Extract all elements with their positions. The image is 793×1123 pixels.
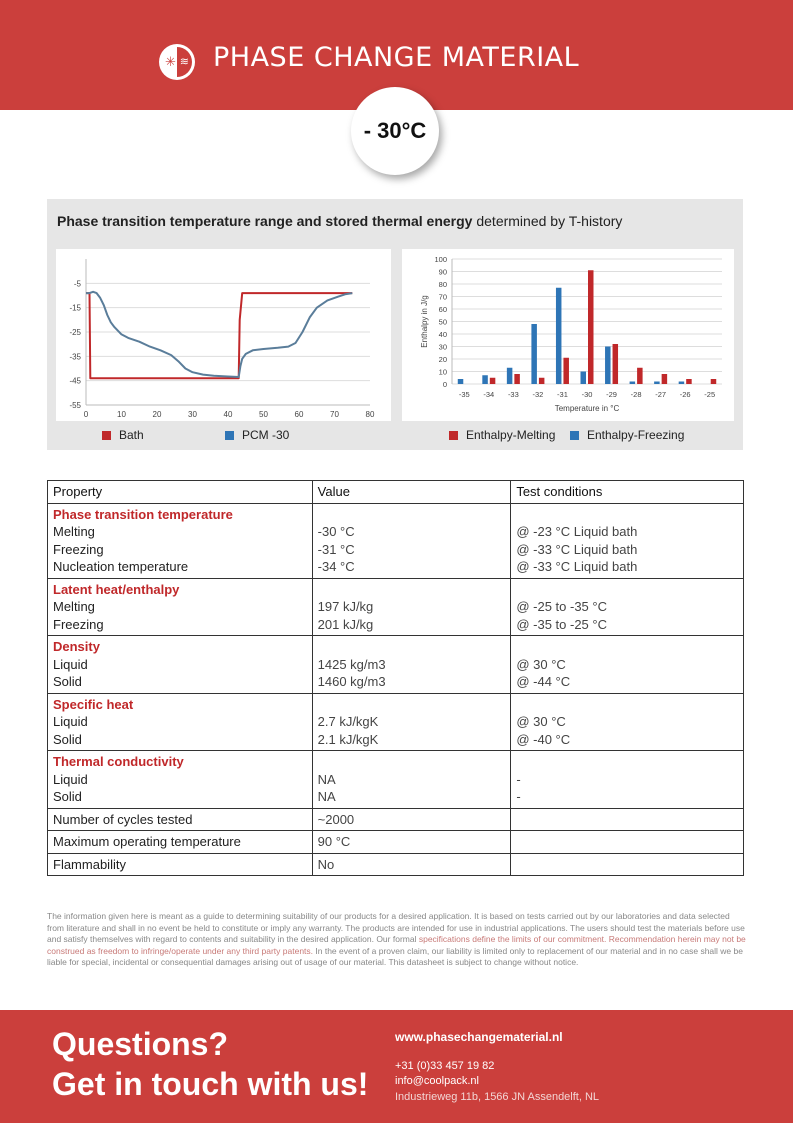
property-label: Solid bbox=[53, 731, 82, 747]
x-tick-label: -35 bbox=[458, 390, 470, 399]
y-tick-label: -5 bbox=[73, 279, 81, 289]
property-cell bbox=[48, 693, 313, 751]
logo-icon bbox=[159, 44, 195, 80]
y-tick-label: 30 bbox=[438, 342, 447, 352]
property-label: Maximum operating temperature bbox=[48, 831, 313, 854]
header-property: Property bbox=[48, 481, 313, 504]
melting-bar bbox=[490, 378, 496, 384]
test-condition: - bbox=[516, 771, 521, 787]
properties-table bbox=[47, 480, 744, 876]
test-condition: @ 30 °C bbox=[516, 714, 566, 729]
x-tick-label: -29 bbox=[606, 390, 617, 399]
test-condition: @ -33 °C Liquid bath bbox=[516, 541, 638, 557]
value-cell bbox=[312, 693, 511, 751]
table-header-row bbox=[48, 481, 744, 504]
x-tick-label: -25 bbox=[704, 390, 716, 399]
property-value: -34 °C bbox=[317, 559, 355, 574]
section-title: Thermal conductivity bbox=[53, 754, 184, 769]
address: Industrieweg 11b, 1566 JN Assendelft, NL bbox=[395, 1091, 600, 1103]
panel-title-rest: determined by T-history bbox=[472, 213, 623, 229]
disclaimer-part: The information given here is meant as a guide to determining suitability of our products for a desired application. It is based on tests carried out by our laboratories and data selected from literature and shall in no event be held to constitute or imply any warranty. The products are intended for use in industrial applications. The users should test the materials before use and satisfy themselves with regard to contents and suitability in the desired application. Our formal bbox=[47, 911, 745, 945]
spacer bbox=[516, 696, 738, 714]
spacer bbox=[516, 581, 738, 599]
t-history-line-chart bbox=[56, 249, 391, 421]
chart-panel bbox=[47, 199, 743, 450]
x-tick-label: 10 bbox=[117, 410, 126, 419]
y-tick-label: 70 bbox=[438, 292, 447, 302]
legend-swatch-blue bbox=[570, 431, 579, 440]
property-cell bbox=[48, 578, 313, 636]
enthalpy-bar-chart bbox=[402, 249, 734, 421]
x-tick-label: -31 bbox=[557, 390, 568, 399]
section-title: Phase transition temperature bbox=[53, 506, 233, 522]
freezing-bar bbox=[605, 347, 611, 385]
disclaimer-text bbox=[47, 911, 747, 969]
y-tick-label: -35 bbox=[69, 352, 81, 362]
enthalpy-chart-box bbox=[402, 249, 734, 421]
test-condition bbox=[511, 831, 744, 854]
freezing-bar bbox=[507, 368, 513, 384]
section-title: Density bbox=[53, 639, 100, 654]
legend-freezing bbox=[570, 428, 684, 442]
disclaimer-highlight: specifications define the limits of our commitment. Recommendation herein may not be construed as freedom to infringe/operate under any third party patents. bbox=[47, 934, 746, 956]
section-title: Latent heat/enthalpy bbox=[53, 581, 180, 597]
table-section-row bbox=[48, 693, 744, 751]
legend-swatch-blue bbox=[225, 431, 234, 440]
melting-bar bbox=[686, 379, 692, 384]
melting-bar bbox=[539, 378, 545, 384]
x-tick-label: -33 bbox=[507, 390, 519, 399]
freezing-bar bbox=[458, 379, 464, 384]
melting-bar bbox=[662, 374, 668, 384]
x-tick-label: 40 bbox=[223, 410, 233, 419]
y-tick-label: 80 bbox=[438, 280, 447, 289]
email-link[interactable]: info@coolpack.nl bbox=[395, 1075, 479, 1087]
property-label: Liquid bbox=[53, 656, 88, 672]
melting-bar bbox=[711, 379, 717, 384]
value-cell bbox=[312, 751, 511, 809]
test-condition: @ -35 to -25 °C bbox=[516, 616, 607, 632]
property-value: -30 °C bbox=[317, 524, 355, 539]
value-cell bbox=[312, 578, 511, 636]
property-label: Melting bbox=[53, 524, 95, 539]
x-tick-label: -32 bbox=[532, 390, 544, 399]
header-test-conditions: Test conditions bbox=[511, 481, 744, 504]
test-condition: @ -44 °C bbox=[516, 674, 571, 689]
freezing-bar bbox=[630, 382, 636, 385]
spacer bbox=[516, 638, 738, 656]
condition-cell bbox=[511, 693, 744, 751]
test-condition bbox=[511, 853, 744, 876]
table-section-row bbox=[48, 636, 744, 694]
x-tick-label: -26 bbox=[679, 390, 691, 399]
y-tick-label: 100 bbox=[434, 255, 447, 264]
spacer bbox=[318, 696, 506, 714]
y-tick-label: -25 bbox=[69, 328, 81, 337]
property-cell bbox=[48, 751, 313, 809]
phone-number[interactable]: +31 (0)33 457 19 82 bbox=[395, 1060, 495, 1072]
test-condition: @ 30 °C bbox=[516, 656, 566, 672]
property-value: ~2000 bbox=[312, 808, 511, 831]
x-tick-label: 70 bbox=[330, 410, 339, 419]
pcm-line bbox=[86, 292, 352, 377]
legend-swatch-red bbox=[449, 431, 458, 440]
heat-wave-icon: ≋ bbox=[179, 56, 189, 68]
property-value: 201 kJ/kg bbox=[317, 616, 374, 632]
legend-label: Enthalpy-Freezing bbox=[587, 428, 685, 442]
y-tick-label: 40 bbox=[438, 330, 447, 339]
x-tick-label: 0 bbox=[83, 410, 89, 419]
x-tick-label: 50 bbox=[259, 410, 268, 419]
property-label: Freezing bbox=[53, 616, 104, 632]
y-tick-label: -15 bbox=[69, 303, 81, 313]
legend-pcm bbox=[225, 428, 289, 442]
test-condition bbox=[511, 808, 744, 831]
website-link[interactable]: www.phasechangematerial.nl bbox=[395, 1030, 563, 1044]
brand-title: PHASE CHANGE MATERIAL bbox=[213, 42, 580, 73]
property-label: Flammability bbox=[48, 853, 313, 876]
legend-melting bbox=[449, 428, 555, 442]
y-axis-label: Enthalpy in J/g bbox=[420, 295, 429, 348]
y-tick-label: 50 bbox=[438, 317, 447, 327]
panel-title bbox=[57, 213, 622, 229]
y-tick-label: 90 bbox=[438, 267, 447, 277]
spacer bbox=[318, 638, 506, 656]
property-label: Solid bbox=[53, 789, 82, 804]
y-tick-label: 60 bbox=[438, 305, 447, 314]
legend-label: Bath bbox=[119, 428, 144, 442]
legend-label: Enthalpy-Melting bbox=[466, 428, 556, 442]
x-tick-label: -28 bbox=[630, 390, 642, 399]
freezing-bar bbox=[531, 324, 537, 384]
spacer bbox=[318, 753, 506, 771]
property-label: Nucleation temperature bbox=[53, 559, 189, 574]
property-label: Solid bbox=[53, 674, 82, 689]
header-value: Value bbox=[312, 481, 511, 504]
spacer bbox=[516, 506, 738, 524]
t-history-chart-box bbox=[56, 249, 391, 421]
property-cell bbox=[48, 503, 313, 578]
x-tick-label: -30 bbox=[581, 390, 593, 399]
property-cell bbox=[48, 636, 313, 694]
disclaimer-part: In the event of a proven claim, our liability is limited only to replacement of our material and in no case shall we be liable for special, incidental or consequential damages arising out of usage of our material. This datasheet is subject to change without notice. bbox=[47, 945, 743, 968]
table-row bbox=[48, 831, 744, 854]
x-tick-label: -34 bbox=[483, 390, 495, 399]
property-value: 1425 kg/m3 bbox=[317, 656, 386, 672]
test-condition: @ -40 °C bbox=[516, 731, 571, 747]
melting-bar bbox=[563, 358, 569, 384]
x-tick-label: 30 bbox=[188, 410, 197, 419]
x-tick-label: -27 bbox=[655, 390, 667, 399]
table-section-row bbox=[48, 503, 744, 578]
property-value: No bbox=[312, 853, 511, 876]
freezing-bar bbox=[654, 382, 660, 385]
melting-bar bbox=[514, 374, 520, 384]
test-condition: @ -33 °C Liquid bath bbox=[516, 559, 638, 574]
temperature-badge: - 30°C bbox=[351, 87, 439, 175]
property-label: Liquid bbox=[53, 771, 88, 787]
x-tick-label: 80 bbox=[365, 410, 375, 419]
legend-label: PCM -30 bbox=[242, 428, 290, 442]
y-tick-label: 0 bbox=[442, 380, 447, 389]
property-value: 2.7 kJ/kgK bbox=[317, 714, 379, 729]
y-tick-label: 20 bbox=[438, 355, 447, 364]
property-value: NA bbox=[317, 771, 336, 787]
y-tick-label: 10 bbox=[438, 367, 447, 377]
melting-bar bbox=[588, 270, 594, 384]
footer-headline-2: Get in touch with us! bbox=[52, 1066, 369, 1102]
footer-headline-1: Questions? bbox=[52, 1026, 229, 1062]
footer bbox=[0, 1010, 793, 1123]
condition-cell bbox=[511, 578, 744, 636]
freezing-bar bbox=[556, 288, 562, 384]
value-cell bbox=[312, 636, 511, 694]
table-section-row bbox=[48, 578, 744, 636]
test-condition: @ -25 to -35 °C bbox=[516, 599, 607, 614]
legend-swatch-red bbox=[102, 431, 111, 440]
test-condition: @ -23 °C Liquid bath bbox=[516, 524, 638, 539]
value-cell bbox=[312, 503, 511, 578]
property-value: -31 °C bbox=[317, 541, 355, 557]
property-value: 2.1 kJ/kgK bbox=[317, 731, 379, 747]
freezing-bar bbox=[482, 375, 488, 384]
property-label: Melting bbox=[53, 599, 95, 614]
y-tick-label: -55 bbox=[69, 401, 81, 410]
property-value: 1460 kg/m3 bbox=[317, 674, 386, 689]
section-title: Specific heat bbox=[53, 696, 134, 712]
spacer bbox=[318, 581, 506, 599]
condition-cell bbox=[511, 503, 744, 578]
property-value: 197 kJ/kg bbox=[317, 599, 374, 614]
table-row bbox=[48, 853, 744, 876]
spacer bbox=[318, 506, 506, 524]
condition-cell bbox=[511, 751, 744, 809]
x-axis-label: Temperature in °C bbox=[554, 404, 620, 413]
x-tick-label: 20 bbox=[152, 410, 162, 419]
panel-title-bold: Phase transition temperature range and stored thermal energy bbox=[57, 213, 473, 229]
test-condition: - bbox=[516, 789, 521, 804]
freezing-bar bbox=[679, 382, 685, 385]
property-label: Liquid bbox=[53, 714, 88, 729]
table-row bbox=[48, 808, 744, 831]
table-section-row bbox=[48, 751, 744, 809]
condition-cell bbox=[511, 636, 744, 694]
y-tick-label: -45 bbox=[69, 376, 81, 386]
legend-bath bbox=[102, 428, 144, 442]
property-value: 90 °C bbox=[312, 831, 511, 854]
freezing-bar bbox=[581, 372, 587, 385]
property-value: NA bbox=[317, 789, 336, 804]
property-label: Number of cycles tested bbox=[48, 808, 313, 831]
melting-bar bbox=[637, 368, 643, 384]
property-label: Freezing bbox=[53, 541, 104, 557]
snowflake-icon: ✳ bbox=[165, 54, 176, 69]
melting-bar bbox=[613, 344, 619, 384]
x-tick-label: 60 bbox=[294, 410, 304, 419]
spacer bbox=[516, 753, 738, 771]
